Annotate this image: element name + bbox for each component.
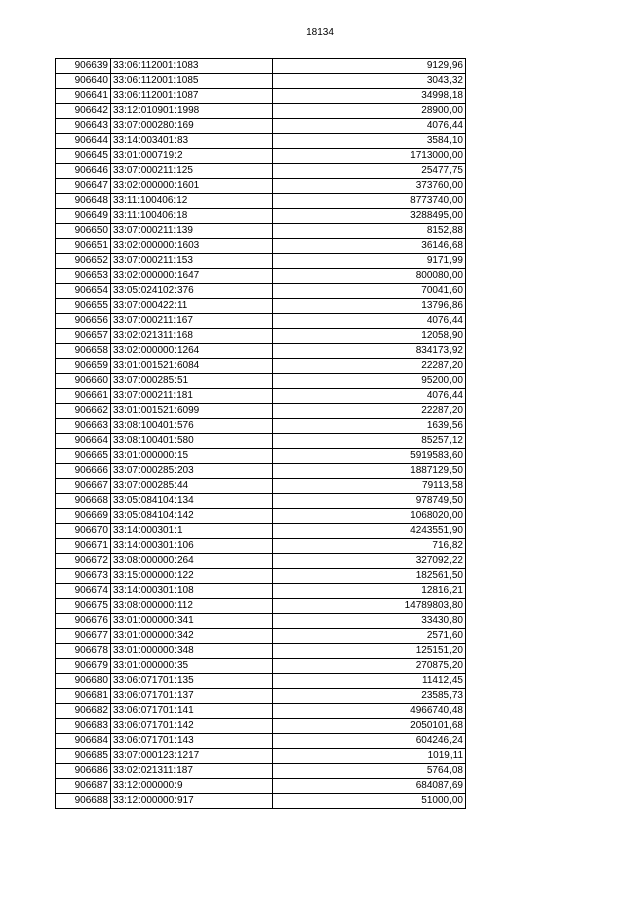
row-number-cell: 906678 — [56, 644, 111, 659]
cadastral-value-cell: 12058,90 — [273, 329, 466, 344]
cadastral-number-cell: 33:14:000301:106 — [111, 539, 273, 554]
table-row — [56, 779, 466, 794]
row-number-cell: 906666 — [56, 464, 111, 479]
row-number-cell: 906668 — [56, 494, 111, 509]
row-number-cell: 906653 — [56, 269, 111, 284]
row-number-cell: 906679 — [56, 659, 111, 674]
cadastral-number-cell: 33:01:000000:35 — [111, 659, 273, 674]
cadastral-number-cell: 33:02:021311:187 — [111, 764, 273, 779]
row-number-cell: 906652 — [56, 254, 111, 269]
table-row — [56, 344, 466, 359]
cadastral-value-cell: 95200,00 — [273, 374, 466, 389]
row-number-cell: 906672 — [56, 554, 111, 569]
cadastral-number-cell: 33:02:000000:1264 — [111, 344, 273, 359]
cadastral-number-cell: 33:08:000000:112 — [111, 599, 273, 614]
table-row — [56, 194, 466, 209]
cadastral-number-cell: 33:08:100401:576 — [111, 419, 273, 434]
cadastral-number-cell: 33:05:084104:142 — [111, 509, 273, 524]
table-row — [56, 569, 466, 584]
cadastral-number-cell: 33:14:003401:83 — [111, 134, 273, 149]
table-row — [56, 764, 466, 779]
page-number: 18134 — [306, 27, 334, 38]
row-number-cell: 906644 — [56, 134, 111, 149]
table-row — [56, 359, 466, 374]
cadastral-number-cell: 33:07:000280:169 — [111, 119, 273, 134]
table-row — [56, 659, 466, 674]
cadastral-number-cell: 33:07:000123:1217 — [111, 749, 273, 764]
cadastral-value-cell: 8773740,00 — [273, 194, 466, 209]
row-number-cell: 906687 — [56, 779, 111, 794]
cadastral-value-cell: 8152,88 — [273, 224, 466, 239]
cadastral-number-cell: 33:08:000000:264 — [111, 554, 273, 569]
cadastral-value-cell: 51000,00 — [273, 794, 466, 809]
table-row — [56, 644, 466, 659]
table-row — [56, 284, 466, 299]
table-body — [56, 59, 466, 809]
row-number-cell: 906664 — [56, 434, 111, 449]
cadastral-number-cell: 33:02:000000:1603 — [111, 239, 273, 254]
table-row — [56, 524, 466, 539]
table-row — [56, 404, 466, 419]
cadastral-value-cell: 270875,20 — [273, 659, 466, 674]
cadastral-number-cell: 33:12:000000:9 — [111, 779, 273, 794]
row-number-cell: 906680 — [56, 674, 111, 689]
row-number-cell: 906683 — [56, 719, 111, 734]
cadastral-number-cell: 33:06:071701:137 — [111, 689, 273, 704]
cadastral-number-cell: 33:11:100406:18 — [111, 209, 273, 224]
table-row — [56, 89, 466, 104]
table-row — [56, 419, 466, 434]
row-number-cell: 906650 — [56, 224, 111, 239]
cadastral-value-cell: 70041,60 — [273, 284, 466, 299]
row-number-cell: 906639 — [56, 59, 111, 74]
cadastral-value-cell: 9129,96 — [273, 59, 466, 74]
cadastral-value-cell: 85257,12 — [273, 434, 466, 449]
table-row — [56, 74, 466, 89]
cadastral-value-cell: 3043,32 — [273, 74, 466, 89]
cadastral-number-cell: 33:07:000211:167 — [111, 314, 273, 329]
cadastral-value-cell: 373760,00 — [273, 179, 466, 194]
cadastral-number-cell: 33:06:071701:141 — [111, 704, 273, 719]
cadastral-number-cell: 33:14:000301:1 — [111, 524, 273, 539]
row-number-cell: 906667 — [56, 479, 111, 494]
cadastral-value-table — [55, 58, 466, 809]
row-number-cell: 906643 — [56, 119, 111, 134]
cadastral-value-cell: 28900,00 — [273, 104, 466, 119]
cadastral-number-cell: 33:12:000000:917 — [111, 794, 273, 809]
row-number-cell: 906682 — [56, 704, 111, 719]
row-number-cell: 906671 — [56, 539, 111, 554]
cadastral-number-cell: 33:05:024102:376 — [111, 284, 273, 299]
table-row — [56, 374, 466, 389]
cadastral-value-cell: 2050101,68 — [273, 719, 466, 734]
cadastral-value-cell: 13796,86 — [273, 299, 466, 314]
table-row — [56, 119, 466, 134]
row-number-cell: 906661 — [56, 389, 111, 404]
cadastral-value-cell: 1068020,00 — [273, 509, 466, 524]
table-row — [56, 464, 466, 479]
row-number-cell: 906674 — [56, 584, 111, 599]
cadastral-value-cell: 23585,73 — [273, 689, 466, 704]
table-row — [56, 329, 466, 344]
cadastral-number-cell: 33:07:000211:139 — [111, 224, 273, 239]
cadastral-value-cell: 12816,21 — [273, 584, 466, 599]
cadastral-value-cell: 79113,58 — [273, 479, 466, 494]
cadastral-value-cell: 22287,20 — [273, 359, 466, 374]
cadastral-value-cell: 1639,56 — [273, 419, 466, 434]
table-row — [56, 719, 466, 734]
cadastral-number-cell: 33:02:000000:1647 — [111, 269, 273, 284]
cadastral-number-cell: 33:12:010901:1998 — [111, 104, 273, 119]
row-number-cell: 906688 — [56, 794, 111, 809]
cadastral-number-cell: 33:14:000301:108 — [111, 584, 273, 599]
table-row — [56, 254, 466, 269]
table-row — [56, 794, 466, 809]
cadastral-number-cell: 33:06:112001:1085 — [111, 74, 273, 89]
cadastral-number-cell: 33:07:000285:44 — [111, 479, 273, 494]
cadastral-number-cell: 33:02:000000:1601 — [111, 179, 273, 194]
table-row — [56, 509, 466, 524]
table-row — [56, 134, 466, 149]
cadastral-number-cell: 33:07:000211:181 — [111, 389, 273, 404]
row-number-cell: 906662 — [56, 404, 111, 419]
cadastral-value-cell: 4243551,90 — [273, 524, 466, 539]
table-row — [56, 734, 466, 749]
table-row — [56, 614, 466, 629]
table-row — [56, 149, 466, 164]
cadastral-number-cell: 33:08:100401:580 — [111, 434, 273, 449]
table-row — [56, 539, 466, 554]
row-number-cell: 906663 — [56, 419, 111, 434]
cadastral-number-cell: 33:06:071701:142 — [111, 719, 273, 734]
row-number-cell: 906673 — [56, 569, 111, 584]
cadastral-number-cell: 33:07:000211:153 — [111, 254, 273, 269]
table-row — [56, 689, 466, 704]
table-row — [56, 704, 466, 719]
table-row — [56, 209, 466, 224]
cadastral-value-cell: 34998,18 — [273, 89, 466, 104]
cadastral-value-cell: 33430,80 — [273, 614, 466, 629]
cadastral-value-cell: 684087,69 — [273, 779, 466, 794]
table-row — [56, 584, 466, 599]
cadastral-value-cell: 125151,20 — [273, 644, 466, 659]
cadastral-number-cell: 33:05:084104:134 — [111, 494, 273, 509]
cadastral-value-cell: 5919583,60 — [273, 449, 466, 464]
cadastral-value-cell: 22287,20 — [273, 404, 466, 419]
row-number-cell: 906641 — [56, 89, 111, 104]
cadastral-number-cell: 33:01:000719:2 — [111, 149, 273, 164]
row-number-cell: 906640 — [56, 74, 111, 89]
row-number-cell: 906658 — [56, 344, 111, 359]
cadastral-number-cell: 33:01:000000:342 — [111, 629, 273, 644]
row-number-cell: 906645 — [56, 149, 111, 164]
table-row — [56, 179, 466, 194]
row-number-cell: 906651 — [56, 239, 111, 254]
cadastral-value-cell: 3288495,00 — [273, 209, 466, 224]
cadastral-value-cell: 25477,75 — [273, 164, 466, 179]
row-number-cell: 906677 — [56, 629, 111, 644]
cadastral-number-cell: 33:02:021311:168 — [111, 329, 273, 344]
table-row — [56, 389, 466, 404]
cadastral-number-cell: 33:06:112001:1083 — [111, 59, 273, 74]
row-number-cell: 906655 — [56, 299, 111, 314]
cadastral-value-cell: 4076,44 — [273, 119, 466, 134]
cadastral-value-cell: 1713000,00 — [273, 149, 466, 164]
table-row — [56, 674, 466, 689]
cadastral-number-cell: 33:07:000285:203 — [111, 464, 273, 479]
row-number-cell: 906685 — [56, 749, 111, 764]
cadastral-number-cell: 33:15:000000:122 — [111, 569, 273, 584]
table-row — [56, 554, 466, 569]
table-row — [56, 434, 466, 449]
cadastral-value-cell: 9171,99 — [273, 254, 466, 269]
row-number-cell: 906676 — [56, 614, 111, 629]
cadastral-number-cell: 33:06:071701:143 — [111, 734, 273, 749]
cadastral-number-cell: 33:01:001521:6084 — [111, 359, 273, 374]
table-row — [56, 269, 466, 284]
row-number-cell: 906649 — [56, 209, 111, 224]
cadastral-value-cell: 182561,50 — [273, 569, 466, 584]
row-number-cell: 906684 — [56, 734, 111, 749]
table-row — [56, 449, 466, 464]
table-row — [56, 599, 466, 614]
table-row — [56, 239, 466, 254]
table-row — [56, 59, 466, 74]
table-row — [56, 479, 466, 494]
row-number-cell: 906681 — [56, 689, 111, 704]
row-number-cell: 906656 — [56, 314, 111, 329]
row-number-cell: 906642 — [56, 104, 111, 119]
table-row — [56, 164, 466, 179]
cadastral-value-cell: 11412,45 — [273, 674, 466, 689]
cadastral-value-cell: 4076,44 — [273, 314, 466, 329]
row-number-cell: 906675 — [56, 599, 111, 614]
table-row — [56, 749, 466, 764]
cadastral-number-cell: 33:01:000000:15 — [111, 449, 273, 464]
row-number-cell: 906659 — [56, 359, 111, 374]
row-number-cell: 906686 — [56, 764, 111, 779]
row-number-cell: 906665 — [56, 449, 111, 464]
cadastral-value-cell: 2571,60 — [273, 629, 466, 644]
cadastral-value-cell: 978749,50 — [273, 494, 466, 509]
cadastral-number-cell: 33:06:071701:135 — [111, 674, 273, 689]
table-row — [56, 299, 466, 314]
cadastral-value-cell: 716,82 — [273, 539, 466, 554]
cadastral-value-cell: 4966740,48 — [273, 704, 466, 719]
table-row — [56, 629, 466, 644]
table-row — [56, 224, 466, 239]
row-number-cell: 906647 — [56, 179, 111, 194]
cadastral-value-cell: 3584,10 — [273, 134, 466, 149]
cadastral-value-cell: 604246,24 — [273, 734, 466, 749]
cadastral-value-cell: 834173,92 — [273, 344, 466, 359]
cadastral-value-cell: 327092,22 — [273, 554, 466, 569]
table-row — [56, 314, 466, 329]
cadastral-number-cell: 33:07:000422:11 — [111, 299, 273, 314]
cadastral-value-cell: 1019,11 — [273, 749, 466, 764]
cadastral-value-cell: 36146,68 — [273, 239, 466, 254]
cadastral-number-cell: 33:01:000000:341 — [111, 614, 273, 629]
table-row — [56, 104, 466, 119]
row-number-cell: 906669 — [56, 509, 111, 524]
row-number-cell: 906670 — [56, 524, 111, 539]
cadastral-value-cell: 1887129,50 — [273, 464, 466, 479]
cadastral-value-cell: 800080,00 — [273, 269, 466, 284]
row-number-cell: 906660 — [56, 374, 111, 389]
row-number-cell: 906648 — [56, 194, 111, 209]
cadastral-number-cell: 33:01:001521:6099 — [111, 404, 273, 419]
table-row — [56, 494, 466, 509]
cadastral-number-cell: 33:07:000285:51 — [111, 374, 273, 389]
cadastral-number-cell: 33:01:000000:348 — [111, 644, 273, 659]
cadastral-number-cell: 33:07:000211:125 — [111, 164, 273, 179]
row-number-cell: 906646 — [56, 164, 111, 179]
cadastral-value-cell: 14789803,80 — [273, 599, 466, 614]
cadastral-number-cell: 33:11:100406:12 — [111, 194, 273, 209]
row-number-cell: 906657 — [56, 329, 111, 344]
cadastral-number-cell: 33:06:112001:1087 — [111, 89, 273, 104]
cadastral-value-cell: 4076,44 — [273, 389, 466, 404]
row-number-cell: 906654 — [56, 284, 111, 299]
cadastral-value-cell: 5764,08 — [273, 764, 466, 779]
